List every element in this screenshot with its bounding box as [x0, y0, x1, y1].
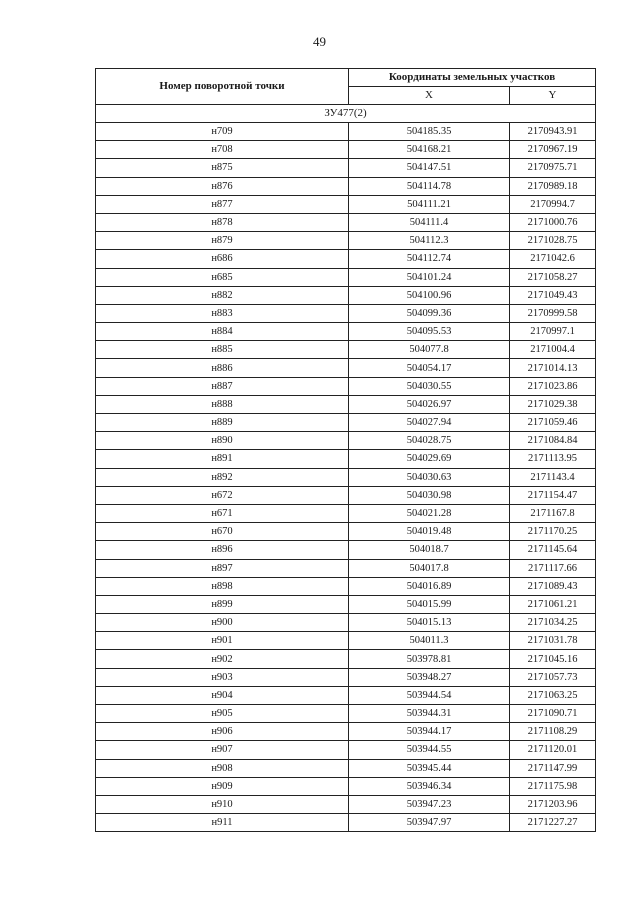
y-coordinate-cell: 2171147.99 — [510, 759, 596, 777]
x-coordinate-cell: 504027.94 — [349, 414, 510, 432]
table-row — [96, 777, 596, 795]
x-coordinate-cell: 504111.21 — [349, 195, 510, 213]
point-number-cell: н905 — [96, 705, 349, 723]
table-row — [96, 213, 596, 231]
y-coordinate-cell: 2170943.91 — [510, 123, 596, 141]
x-coordinate-cell: 504168.21 — [349, 141, 510, 159]
y-coordinate-cell: 2171167.8 — [510, 504, 596, 522]
point-number-cell: н911 — [96, 814, 349, 832]
y-coordinate-cell: 2171034.25 — [510, 614, 596, 632]
table-row — [96, 741, 596, 759]
table-row — [96, 250, 596, 268]
table-row — [96, 705, 596, 723]
x-coordinate-cell: 504054.17 — [349, 359, 510, 377]
x-coordinate-cell: 503944.31 — [349, 705, 510, 723]
y-coordinate-cell: 2171084.84 — [510, 432, 596, 450]
point-number-cell: н891 — [96, 450, 349, 468]
y-coordinate-cell: 2171023.86 — [510, 377, 596, 395]
header-point-number: Номер поворотной точки — [96, 69, 349, 105]
point-number-cell: н882 — [96, 286, 349, 304]
table-row — [96, 450, 596, 468]
y-coordinate-cell: 2171004.4 — [510, 341, 596, 359]
header-y: Y — [510, 87, 596, 105]
point-number-cell: н901 — [96, 632, 349, 650]
y-coordinate-cell: 2171014.13 — [510, 359, 596, 377]
table-row — [96, 541, 596, 559]
x-coordinate-cell: 504018.7 — [349, 541, 510, 559]
table-row — [96, 795, 596, 813]
table-row — [96, 141, 596, 159]
y-coordinate-cell: 2171117.66 — [510, 559, 596, 577]
x-coordinate-cell: 504019.48 — [349, 523, 510, 541]
table-row — [96, 323, 596, 341]
y-coordinate-cell: 2171120.01 — [510, 741, 596, 759]
x-coordinate-cell: 504028.75 — [349, 432, 510, 450]
x-coordinate-cell: 503947.97 — [349, 814, 510, 832]
point-number-cell: н908 — [96, 759, 349, 777]
header-coordinates: Координаты земельных участков — [349, 69, 596, 87]
y-coordinate-cell: 2171061.21 — [510, 595, 596, 613]
point-number-cell: н898 — [96, 577, 349, 595]
point-number-cell: н906 — [96, 723, 349, 741]
y-coordinate-cell: 2171227.27 — [510, 814, 596, 832]
x-coordinate-cell: 504030.63 — [349, 468, 510, 486]
point-number-cell: н899 — [96, 595, 349, 613]
x-coordinate-cell: 504100.96 — [349, 286, 510, 304]
point-number-cell: н910 — [96, 795, 349, 813]
point-number-cell: н875 — [96, 159, 349, 177]
table-row — [96, 159, 596, 177]
y-coordinate-cell: 2171089.43 — [510, 577, 596, 595]
section-row — [96, 105, 596, 123]
x-coordinate-cell: 504029.69 — [349, 450, 510, 468]
table-row — [96, 486, 596, 504]
y-coordinate-cell: 2171203.96 — [510, 795, 596, 813]
y-coordinate-cell: 2171000.76 — [510, 213, 596, 231]
x-coordinate-cell: 503947.23 — [349, 795, 510, 813]
y-coordinate-cell: 2170994.7 — [510, 195, 596, 213]
point-number-cell: н890 — [96, 432, 349, 450]
table-row — [96, 414, 596, 432]
header-x: X — [349, 87, 510, 105]
x-coordinate-cell: 504114.78 — [349, 177, 510, 195]
point-number-cell: н878 — [96, 213, 349, 231]
x-coordinate-cell: 504017.8 — [349, 559, 510, 577]
y-coordinate-cell: 2171028.75 — [510, 232, 596, 250]
point-number-cell: н900 — [96, 614, 349, 632]
y-coordinate-cell: 2171059.46 — [510, 414, 596, 432]
x-coordinate-cell: 504015.13 — [349, 614, 510, 632]
table-row — [96, 195, 596, 213]
y-coordinate-cell: 2171145.64 — [510, 541, 596, 559]
x-coordinate-cell: 503945.44 — [349, 759, 510, 777]
x-coordinate-cell: 503944.17 — [349, 723, 510, 741]
y-coordinate-cell: 2171108.29 — [510, 723, 596, 741]
y-coordinate-cell: 2171063.25 — [510, 686, 596, 704]
x-coordinate-cell: 504021.28 — [349, 504, 510, 522]
x-coordinate-cell: 504112.3 — [349, 232, 510, 250]
header-row — [96, 69, 596, 87]
table-row — [96, 632, 596, 650]
y-coordinate-cell: 2170989.18 — [510, 177, 596, 195]
x-coordinate-cell: 503948.27 — [349, 668, 510, 686]
x-coordinate-cell: 504111.4 — [349, 213, 510, 231]
table-row — [96, 341, 596, 359]
x-coordinate-cell: 504185.35 — [349, 123, 510, 141]
y-coordinate-cell: 2171090.71 — [510, 705, 596, 723]
y-coordinate-cell: 2171031.78 — [510, 632, 596, 650]
table-row — [96, 286, 596, 304]
table-row — [96, 595, 596, 613]
point-number-cell: н886 — [96, 359, 349, 377]
table-row — [96, 668, 596, 686]
y-coordinate-cell: 2170975.71 — [510, 159, 596, 177]
table-row — [96, 523, 596, 541]
y-coordinate-cell: 2170997.1 — [510, 323, 596, 341]
y-coordinate-cell: 2171057.73 — [510, 668, 596, 686]
x-coordinate-cell: 504101.24 — [349, 268, 510, 286]
table-row — [96, 814, 596, 832]
x-coordinate-cell: 504015.99 — [349, 595, 510, 613]
y-coordinate-cell: 2171045.16 — [510, 650, 596, 668]
point-number-cell: н884 — [96, 323, 349, 341]
point-number-cell: н686 — [96, 250, 349, 268]
point-number-cell: н708 — [96, 141, 349, 159]
x-coordinate-cell: 504077.8 — [349, 341, 510, 359]
y-coordinate-cell: 2171175.98 — [510, 777, 596, 795]
table-row — [96, 177, 596, 195]
table-row — [96, 577, 596, 595]
y-coordinate-cell: 2171042.6 — [510, 250, 596, 268]
table-row — [96, 559, 596, 577]
y-coordinate-cell: 2171143.4 — [510, 468, 596, 486]
point-number-cell: н670 — [96, 523, 349, 541]
x-coordinate-cell: 504026.97 — [349, 395, 510, 413]
x-coordinate-cell: 504099.36 — [349, 304, 510, 322]
table-row — [96, 304, 596, 322]
coordinates-table — [95, 68, 596, 832]
x-coordinate-cell: 503946.34 — [349, 777, 510, 795]
point-number-cell: н887 — [96, 377, 349, 395]
table-row — [96, 359, 596, 377]
x-coordinate-cell: 503944.54 — [349, 686, 510, 704]
table-row — [96, 268, 596, 286]
point-number-cell: н671 — [96, 504, 349, 522]
point-number-cell: н876 — [96, 177, 349, 195]
table-row — [96, 686, 596, 704]
table-row — [96, 468, 596, 486]
point-number-cell: н902 — [96, 650, 349, 668]
table-row — [96, 759, 596, 777]
point-number-cell: н709 — [96, 123, 349, 141]
point-number-cell: н897 — [96, 559, 349, 577]
point-number-cell: н896 — [96, 541, 349, 559]
point-number-cell: н892 — [96, 468, 349, 486]
table-row — [96, 432, 596, 450]
point-number-cell: н888 — [96, 395, 349, 413]
x-coordinate-cell: 504030.55 — [349, 377, 510, 395]
point-number-cell: н907 — [96, 741, 349, 759]
table-row — [96, 232, 596, 250]
point-number-cell: н903 — [96, 668, 349, 686]
x-coordinate-cell: 504016.89 — [349, 577, 510, 595]
y-coordinate-cell: 2171058.27 — [510, 268, 596, 286]
point-number-cell: н685 — [96, 268, 349, 286]
x-coordinate-cell: 503978.81 — [349, 650, 510, 668]
point-number-cell: н909 — [96, 777, 349, 795]
x-coordinate-cell: 504030.98 — [349, 486, 510, 504]
point-number-cell: н672 — [96, 486, 349, 504]
point-number-cell: н889 — [96, 414, 349, 432]
table-row — [96, 504, 596, 522]
point-number-cell: н885 — [96, 341, 349, 359]
table-row — [96, 123, 596, 141]
table-row — [96, 377, 596, 395]
point-number-cell: н879 — [96, 232, 349, 250]
x-coordinate-cell: 504011.3 — [349, 632, 510, 650]
y-coordinate-cell: 2171029.38 — [510, 395, 596, 413]
section-title: ЗУ477(2) — [96, 105, 596, 123]
y-coordinate-cell: 2171113.95 — [510, 450, 596, 468]
y-coordinate-cell: 2170999.58 — [510, 304, 596, 322]
x-coordinate-cell: 504095.53 — [349, 323, 510, 341]
y-coordinate-cell: 2171049.43 — [510, 286, 596, 304]
y-coordinate-cell: 2170967.19 — [510, 141, 596, 159]
table-row — [96, 395, 596, 413]
table-row — [96, 723, 596, 741]
point-number-cell: н904 — [96, 686, 349, 704]
y-coordinate-cell: 2171154.47 — [510, 486, 596, 504]
table-row — [96, 650, 596, 668]
page-number: 49 — [313, 34, 326, 49]
table-row — [96, 614, 596, 632]
y-coordinate-cell: 2171170.25 — [510, 523, 596, 541]
x-coordinate-cell: 504147.51 — [349, 159, 510, 177]
x-coordinate-cell: 503944.55 — [349, 741, 510, 759]
point-number-cell: н877 — [96, 195, 349, 213]
x-coordinate-cell: 504112.74 — [349, 250, 510, 268]
point-number-cell: н883 — [96, 304, 349, 322]
